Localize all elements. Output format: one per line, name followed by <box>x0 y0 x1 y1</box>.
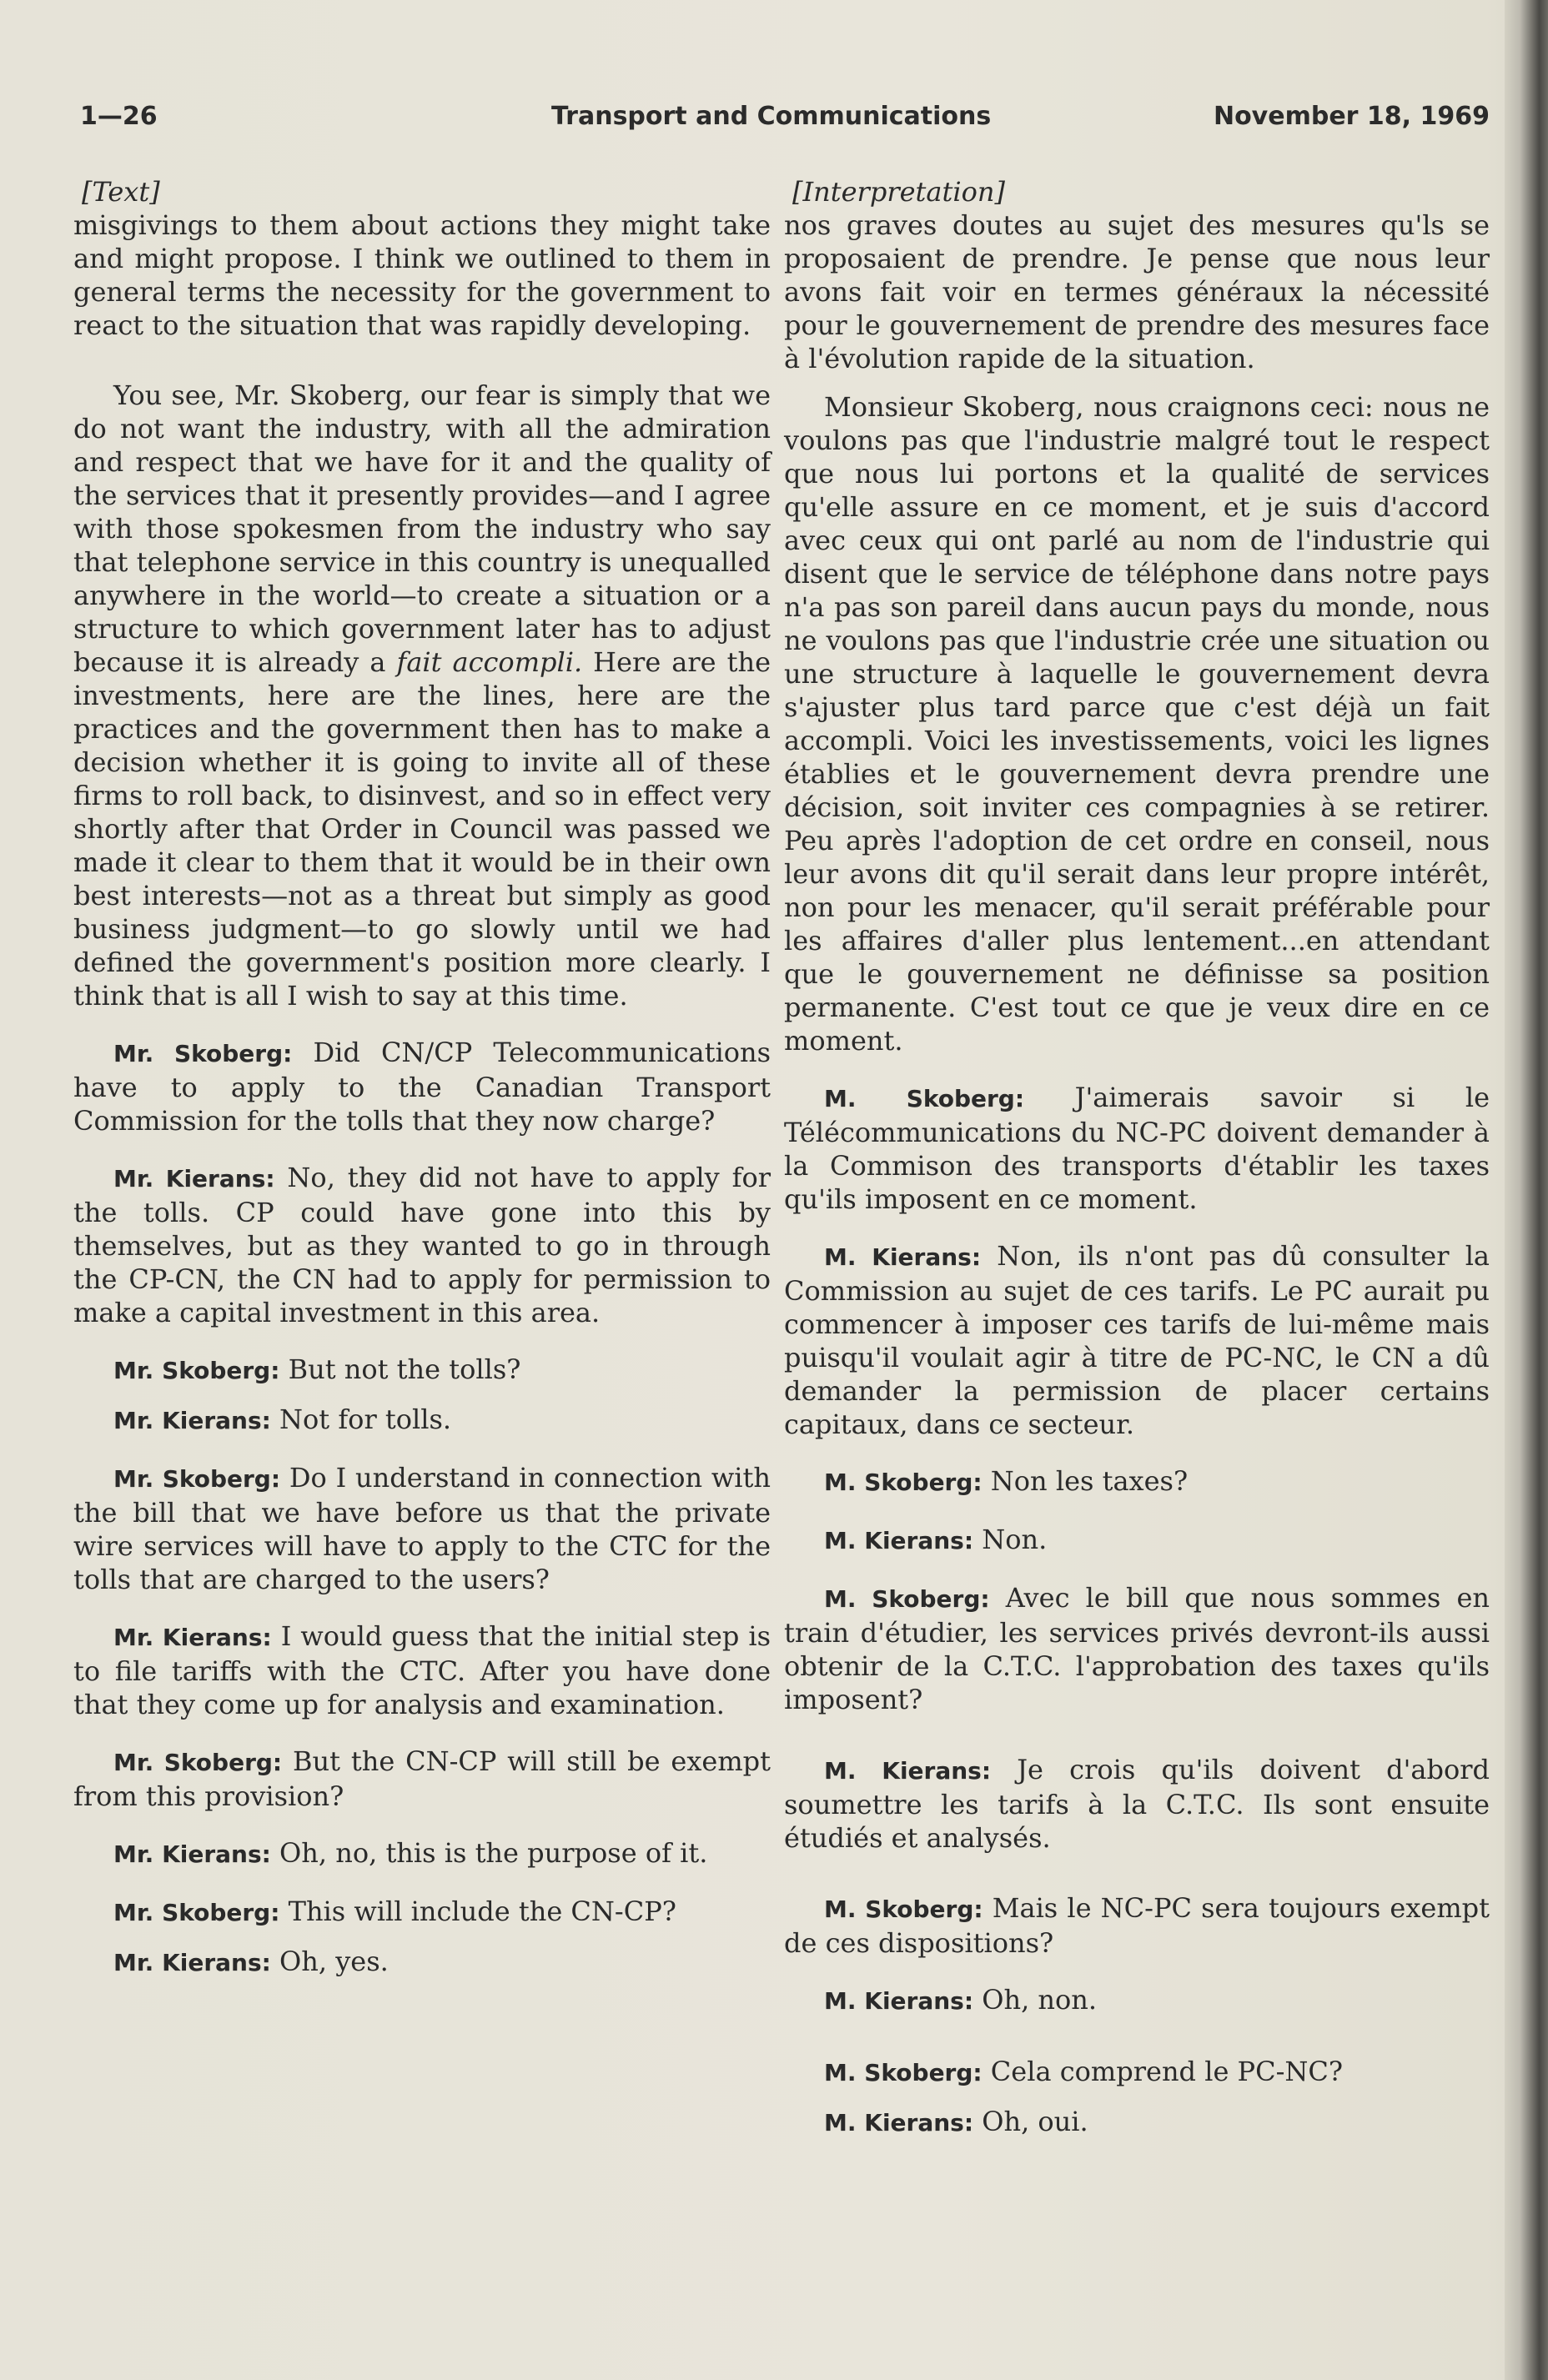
speaker-name: Mr. Kierans: <box>113 1407 271 1434</box>
dialogue-entry <box>73 1161 771 1329</box>
dialogue-entry <box>784 1464 1490 1499</box>
dialogue-entry <box>73 1945 771 1980</box>
english-column <box>73 175 771 1980</box>
dialogue-entry <box>784 1239 1490 1441</box>
dialogue-text: Oh, no, this is the purpose of it. <box>270 1837 708 1869</box>
dialogue-entry <box>73 1403 771 1438</box>
paragraph: misgivings to them about actions they might take and might propose. I think we outlined to them in general terms the necessity for the government to react to the situation that was rapidly developing. <box>73 209 771 341</box>
speaker-name: M. Kierans: <box>824 2109 974 2136</box>
dialogue-entry <box>73 1895 771 1930</box>
dialogue-text: Did CN/CP Telecommunications have to apply to the Canadian Transport Commission for the tolls that they now charge? <box>73 1037 771 1137</box>
dialogue-text: This will include the CN-CP? <box>279 1895 676 1927</box>
dialogue-text: Mais le NC-PC sera toujours exempt de ces dispositions? <box>784 1892 1490 1959</box>
dialogue-text: But not the tolls? <box>279 1353 521 1385</box>
dialogue-text: Non les taxes? <box>982 1465 1189 1497</box>
speaker-name: Mr. Skoberg: <box>113 1357 280 1384</box>
dialogue-entry <box>73 1836 771 1871</box>
speaker-name: Mr. Skoberg: <box>113 1899 280 1926</box>
speaker-name: M. Kierans: <box>824 1243 982 1271</box>
dialogue-text: No, they did not have to apply for the tolls. CP could have gone into this by themselves, but as they wanted to go in through the CP-CN, the CN had to apply for permission to make a capital investment in this area. <box>73 1162 771 1328</box>
dialogue-entry <box>784 1983 1490 2018</box>
dialogue-text: Non, ils n'ont pas dû consulter la Commission au sujet de ces tarifs. Le PC aurait pu commencer à imposer ces tarifs de lui-même mais puisqu'il voulait agir à titre de PC-NC, le CN a dû demander la permission de placer certains capitaux, dans ce secteur. <box>784 1240 1490 1440</box>
paragraph: Monsieur Skoberg, nous craignons ceci: nous ne voulons pas que l'industrie malgré tout le respect que nous lui portons et la qualité de services qu'elle assure en ce moment, et je suis d'accord avec ceux qui ont parlé au nom de l'industrie qui disent que le service de téléphone dans notre pays n'a pas son pareil dans aucun pays du monde, nous ne voulons pas que l'industrie crée une situation ou une structure à laquelle le gouvernement devra s'ajuster plus tard parce que c'est déjà un fait accompli. Voici les investissements, voici les lignes établies et le gouvernement devra prendre une décision, soit inviter ces compagnies à se retirer. Peu après l'adoption de cet ordre en conseil, nous leur avons dit qu'il serait dans leur propre intérêt, non pour les menacer, qu'il serait préférable pour les affaires d'aller plus lentement...en attendant que le gouvernement ne définisse sa position permanente. C'est tout ce que je veux dire en ce moment. <box>784 391 1490 1057</box>
italic-phrase: fait accompli. <box>396 646 583 678</box>
speaker-name: M. Skoberg: <box>824 1585 990 1613</box>
running-title: Transport and Communications <box>551 102 992 131</box>
speaker-name: M. Kierans: <box>824 1527 974 1554</box>
dialogue-entry <box>73 1036 771 1137</box>
speaker-name: Mr. Skoberg: <box>113 1749 283 1776</box>
speaker-name: M. Skoberg: <box>824 1469 983 1496</box>
speaker-name: Mr. Kierans: <box>113 1165 275 1193</box>
dialogue-entry <box>73 1745 771 1813</box>
dialogue-entry <box>73 1461 771 1596</box>
speaker-name: Mr. Skoberg: <box>113 1040 293 1067</box>
dialogue-text: Je crois qu'ils doivent d'abord soumettre les tarifs à la C.T.C. Ils sont ensuite étudiés et analysés. <box>784 1754 1490 1854</box>
dialogue-text: Not for tolls. <box>270 1403 452 1435</box>
dialogue-entry <box>73 1353 771 1388</box>
dialogue-entry <box>784 1891 1490 1960</box>
speaker-name: M. Skoberg: <box>824 1895 983 1923</box>
page-header <box>80 102 1490 143</box>
speaker-name: Mr. Kierans: <box>113 1624 272 1651</box>
dialogue-text: Do I understand in connection with the bill that we have before us that the private wire services will have to apply to the CTC for the tolls that are charged to the users? <box>73 1462 771 1595</box>
header-date: November 18, 1969 <box>1213 102 1490 131</box>
interpretation-label: [Interpretation] <box>792 176 1005 208</box>
dialogue-text: Oh, non. <box>973 1984 1098 2016</box>
dialogue-text: Oh, yes. <box>270 1946 389 1977</box>
dialogue-text: But the CN-CP will still be exempt from this provision? <box>73 1745 771 1812</box>
paragraph: nos graves doutes au sujet des mesures qu'ls se proposaient de prendre. Je pense que nous leur avons fait voir en termes généraux la nécessité pour le gouvernement de prendre des mesures face à l'évolution rapide de la situation. <box>784 209 1490 374</box>
speaker-name: Mr. Kierans: <box>113 1949 271 1976</box>
dialogue-entry <box>784 1753 1490 1855</box>
dialogue-text: J'aimerais savoir si le Télécommunications du NC-PC doivent demander à la Commison des transports d'établir les taxes qu'ils imposent en ce moment. <box>784 1082 1490 1215</box>
paragraph-text: You see, Mr. Skoberg, our fear is simply that we do not want the industry, with all the admiration and respect that we have for it and the quality of the services that it presently provides—and I agree with those spokesmen from the industry who say that telephone service in this country is unequalled anywhere in the world—to create a situation or a structure to which government later has to adjust because it is already a <box>73 379 771 678</box>
speaker-name: Mr. Skoberg: <box>113 1465 281 1493</box>
dialogue-entry <box>784 1581 1490 1716</box>
dialogue-entry <box>784 2105 1490 2140</box>
book-spine-shadow <box>1505 0 1548 2380</box>
paragraph <box>73 379 771 1012</box>
dialogue-entry <box>784 2055 1490 2090</box>
dialogue-entry <box>784 1081 1490 1216</box>
speaker-name: Mr. Kierans: <box>113 1840 271 1868</box>
speaker-name: M. Skoberg: <box>824 2059 983 2086</box>
dialogue-entry <box>784 1523 1490 1558</box>
dialogue-text: I would guess that the initial step is to file tariffs with the CTC. After you have done that they come up for analysis and examination. <box>73 1620 771 1720</box>
dialogue-entry <box>73 1619 771 1721</box>
text-label: [Text] <box>82 176 160 208</box>
page-number: 1—26 <box>80 102 158 131</box>
dialogue-text: Oh, oui. <box>973 2106 1088 2137</box>
speaker-name: M. Skoberg: <box>824 1085 1025 1112</box>
dialogue-text: Avec le bill que nous sommes en train d'étudier, les services privés devront-ils aussi obtenir de la C.T.C. l'approbation des taxes qu'ils imposent? <box>784 1582 1490 1715</box>
speaker-name: M. Kierans: <box>824 1987 974 2015</box>
dialogue-text: Non. <box>973 1524 1048 1555</box>
speaker-name: M. Kierans: <box>824 1757 992 1785</box>
dialogue-text: Cela comprend le PC-NC? <box>982 2056 1344 2087</box>
french-column <box>784 175 1490 2140</box>
paragraph-text: Here are the investments, here are the lines, here are the practices and the government then has to make a decision whether it is going to invite all of these firms to roll back, to disinvest, and so in effect very shortly after that Order in Council was passed we made it clear to them that it would be in their own best interests—not as a threat but simply as good business judgment—to go slowly until we had defined the government's position more clearly. I think that is all I wish to say at this time. <box>73 646 771 1012</box>
